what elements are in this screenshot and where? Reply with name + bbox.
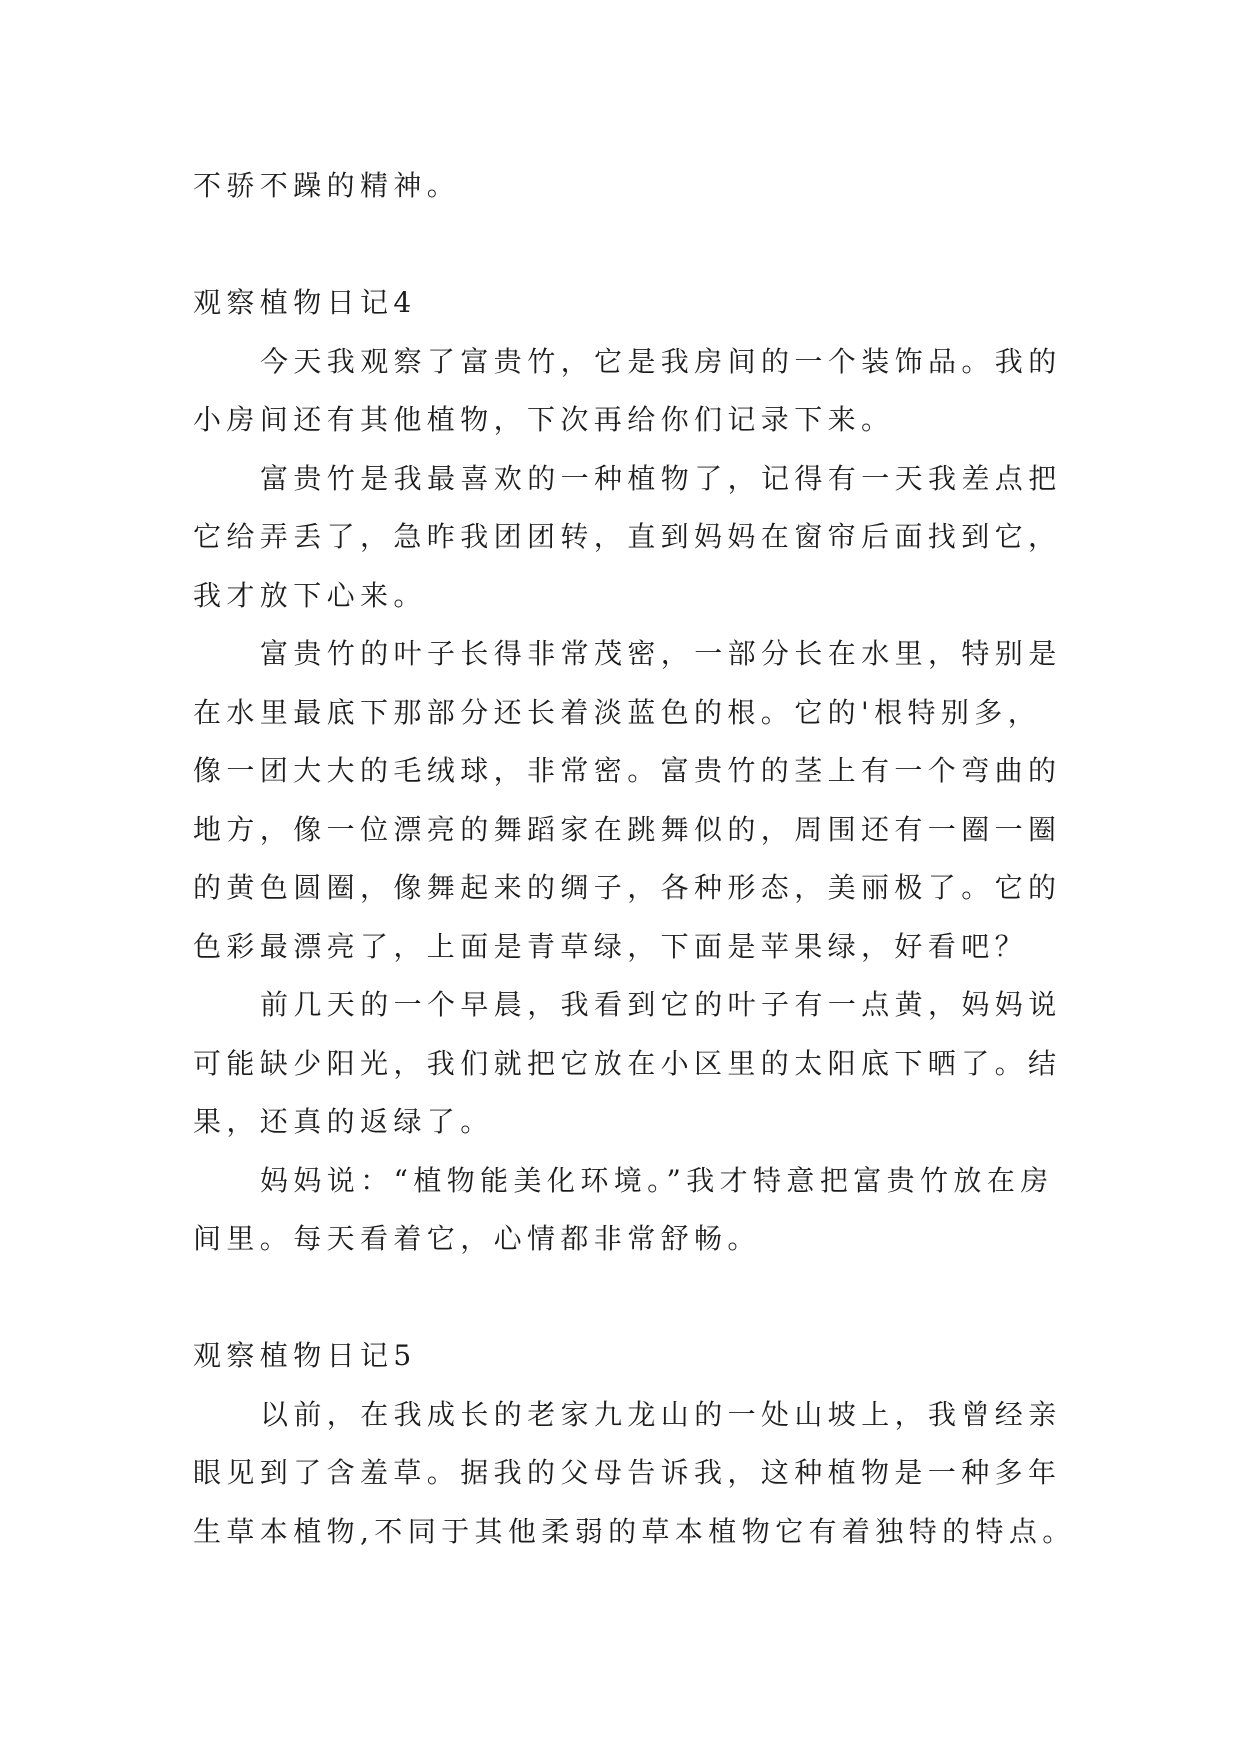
- text-line: 果，还真的返绿了。: [193, 1105, 494, 1138]
- text-line: 我才放下心来。: [193, 578, 427, 612]
- text-line: 在水里最底下那部分还长着淡蓝色的根。它的'根特别多，: [193, 695, 1042, 729]
- text-line: 前几天的一个早晨，我看到它的叶子有一点黄，妈妈说: [260, 988, 1062, 1021]
- continued-paragraph: [193, 157, 1093, 216]
- text-line: 生草本植物,不同于其他柔弱的草本植物它有着独特的特点。: [193, 1514, 1076, 1548]
- text-line: 它给弄丢了，急昨我团团转，直到妈妈在窗帘后面找到它，: [193, 520, 1062, 553]
- text-line: 不骄不躁的精神。: [193, 169, 461, 202]
- paragraph: [193, 976, 1093, 1152]
- document-body: [193, 157, 1093, 1561]
- text-line: 可能缺少阳光，我们就把它放在小区里的太阳底下晒了。结: [193, 1046, 1062, 1080]
- paragraph: [193, 1152, 1093, 1269]
- text-line: 今天我观察了富贵竹，它是我房间的一个装饰品。我的: [260, 344, 1062, 378]
- text-line: 妈妈说：“植物能美化环境。”我才特意把富贵竹放在房: [260, 1163, 1054, 1197]
- text-line: 地方，像一位漂亮的舞蹈家在跳舞似的，周围还有一圈一圈: [193, 812, 1062, 846]
- section-heading: 观察植物日记4: [193, 286, 417, 319]
- text-line: 小房间还有其他植物，下次再给你们记录下来。: [193, 403, 895, 436]
- paragraph: [193, 450, 1093, 626]
- paragraph: [193, 625, 1093, 976]
- paragraph: [193, 1386, 1093, 1562]
- text-line: 富贵竹的叶子长得非常茂密，一部分长在水里，特别是: [260, 637, 1062, 670]
- text-line: 色彩最漂亮了，上面是青草绿，下面是苹果绿，好看吧？: [193, 929, 1029, 963]
- text-line: 眼见到了含羞草。据我的父母告诉我，这种植物是一种多年: [193, 1456, 1062, 1489]
- text-line: 以前，在我成长的老家九龙山的一处山坡上，我曾经亲: [260, 1397, 1062, 1431]
- paragraph: [193, 333, 1093, 450]
- text-line: 像一团大大的毛绒球，非常密。富贵竹的茎上有一个弯曲的: [193, 754, 1062, 787]
- section-heading: 观察植物日记5: [193, 1339, 417, 1372]
- diary-section-4: [193, 274, 1093, 1269]
- text-line: 的黄色圆圈，像舞起来的绸子，各种形态，美丽极了。它的: [193, 871, 1062, 904]
- diary-section-5: [193, 1327, 1093, 1561]
- text-line: 富贵竹是我最喜欢的一种植物了，记得有一天我差点把: [260, 461, 1062, 495]
- text-line: 间里。每天看着它，心情都非常舒畅。: [193, 1222, 761, 1255]
